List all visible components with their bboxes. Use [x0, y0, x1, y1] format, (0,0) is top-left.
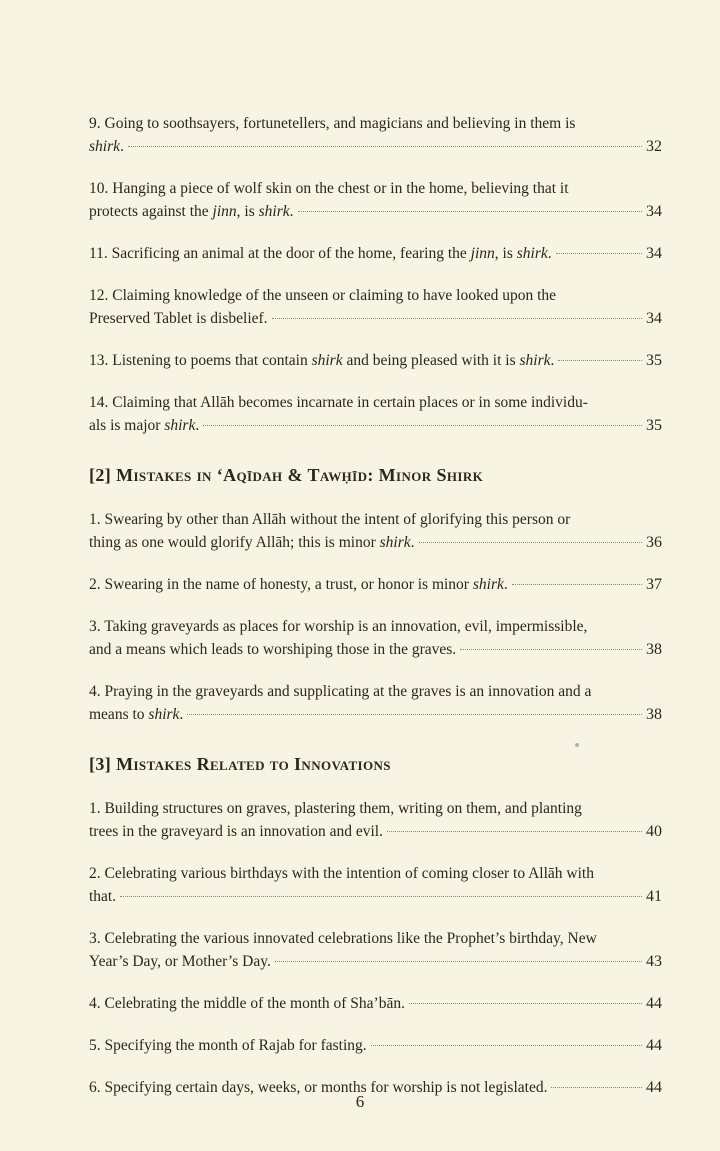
dot-leader	[272, 318, 642, 319]
toc-entry	[89, 615, 662, 661]
entry-text-end: 5. Specifying the month of Rajab for fasting.	[89, 1037, 367, 1054]
entry-text-end: als is major shirk.	[89, 417, 200, 434]
entry-page-number: 38	[646, 641, 662, 658]
entry-page-number: 44	[646, 1079, 662, 1096]
print-speck	[575, 743, 579, 747]
toc-entry	[89, 391, 662, 437]
entry-page-number: 44	[646, 995, 662, 1012]
entry-text: 14. Claiming that Allāh becomes incarnate in certain places or in some individu-	[89, 394, 588, 411]
toc-section	[89, 465, 662, 726]
entry-text: 1. Swearing by other than Allāh without the intent of glorifying this person or	[89, 511, 571, 528]
entry-text: 2. Celebrating various birthdays with the intention of coming closer to Allāh with	[89, 865, 594, 882]
entry-text-end: shirk.	[89, 138, 124, 155]
section-heading: [3] Mistakes Related to Innovations	[89, 754, 391, 774]
dot-leader	[128, 146, 642, 147]
entry-text-end: 13. Listening to poems that contain shirk and being pleased with it is shirk.	[89, 352, 555, 369]
toc-entry	[89, 177, 662, 223]
entry-page-number: 41	[646, 888, 662, 905]
entry-text-end: protects against the jinn, is shirk.	[89, 203, 294, 220]
dot-leader	[558, 360, 642, 361]
dot-leader	[275, 961, 642, 962]
dot-leader	[371, 1045, 642, 1046]
entry-page-number: 35	[646, 352, 662, 369]
toc-entry	[89, 797, 662, 843]
entry-text-end: thing as one would glorify Allāh; this is minor shirk.	[89, 534, 415, 551]
toc-entry	[89, 862, 662, 908]
dot-leader	[512, 584, 642, 585]
entry-page-number: 35	[646, 417, 662, 434]
dot-leader	[387, 831, 642, 832]
toc-entry	[89, 573, 662, 596]
dot-leader	[187, 714, 642, 715]
entry-text: 1. Building structures on graves, plastering them, writing on them, and planting	[89, 800, 582, 817]
entry-page-number: 44	[646, 1037, 662, 1054]
entry-page-number: 40	[646, 823, 662, 840]
entry-text-end: Year’s Day, or Mother’s Day.	[89, 953, 271, 970]
toc-entry	[89, 112, 662, 158]
entry-text-end: and a means which leads to worshiping those in the graves.	[89, 641, 457, 658]
toc-entry	[89, 284, 662, 330]
toc-entry	[89, 508, 662, 554]
entry-text-end: 2. Swearing in the name of honesty, a trust, or honor is minor shirk.	[89, 576, 508, 593]
entry-text: 4. Praying in the graveyards and supplicating at the graves is an innovation and a	[89, 683, 592, 700]
toc-entry	[89, 680, 662, 726]
entry-text-end: 11. Sacrificing an animal at the door of the home, fearing the jinn, is shirk.	[89, 245, 552, 262]
entry-text: 10. Hanging a piece of wolf skin on the chest or in the home, believing that it	[89, 180, 569, 197]
dot-leader	[419, 542, 643, 543]
entry-text-end: means to shirk.	[89, 706, 184, 723]
page-number: 6	[355, 1092, 365, 1111]
entry-text-end: 6. Specifying certain days, weeks, or months for worship is not legislated.	[89, 1079, 548, 1096]
entry-page-number: 34	[646, 310, 662, 327]
dot-leader	[551, 1087, 642, 1088]
entry-page-number: 43	[646, 953, 662, 970]
entry-text-end: Preserved Tablet is disbelief.	[89, 310, 268, 327]
toc-entry	[89, 992, 662, 1015]
entry-text: 9. Going to soothsayers, fortunetellers, and magicians and believing in them is	[89, 115, 576, 132]
toc-entry	[89, 242, 662, 265]
entry-text-end: that.	[89, 888, 117, 905]
entry-text-end: 4. Celebrating the middle of the month of Sha’bān.	[89, 995, 405, 1012]
entry-text: 12. Claiming knowledge of the unseen or claiming to have looked upon the	[89, 287, 557, 304]
dot-leader	[120, 896, 642, 897]
entry-text: 3. Celebrating the various innovated celebrations like the Prophet’s birthday, New	[89, 930, 597, 947]
entry-page-number: 34	[646, 203, 662, 220]
dot-leader	[203, 425, 642, 426]
entry-page-number: 36	[646, 534, 662, 551]
dot-leader	[556, 253, 642, 254]
toc-entry	[89, 927, 662, 973]
entry-text: 3. Taking graveyards as places for worship is an innovation, evil, impermissible,	[89, 618, 588, 635]
dot-leader	[409, 1003, 642, 1004]
toc-entry	[89, 1034, 662, 1057]
toc-section	[89, 754, 662, 1099]
entry-page-number: 37	[646, 576, 662, 593]
toc-entry	[89, 349, 662, 372]
section-heading: [2] Mistakes in ‘Aqīdah & Tawḥīd: Minor Shirk	[89, 465, 484, 485]
dot-leader	[460, 649, 642, 650]
dot-leader	[298, 211, 643, 212]
entry-page-number: 38	[646, 706, 662, 723]
entry-page-number: 32	[646, 138, 662, 155]
toc-section	[89, 112, 662, 437]
entry-text-end: trees in the graveyard is an innovation and evil.	[89, 823, 383, 840]
entry-page-number: 34	[646, 245, 662, 262]
